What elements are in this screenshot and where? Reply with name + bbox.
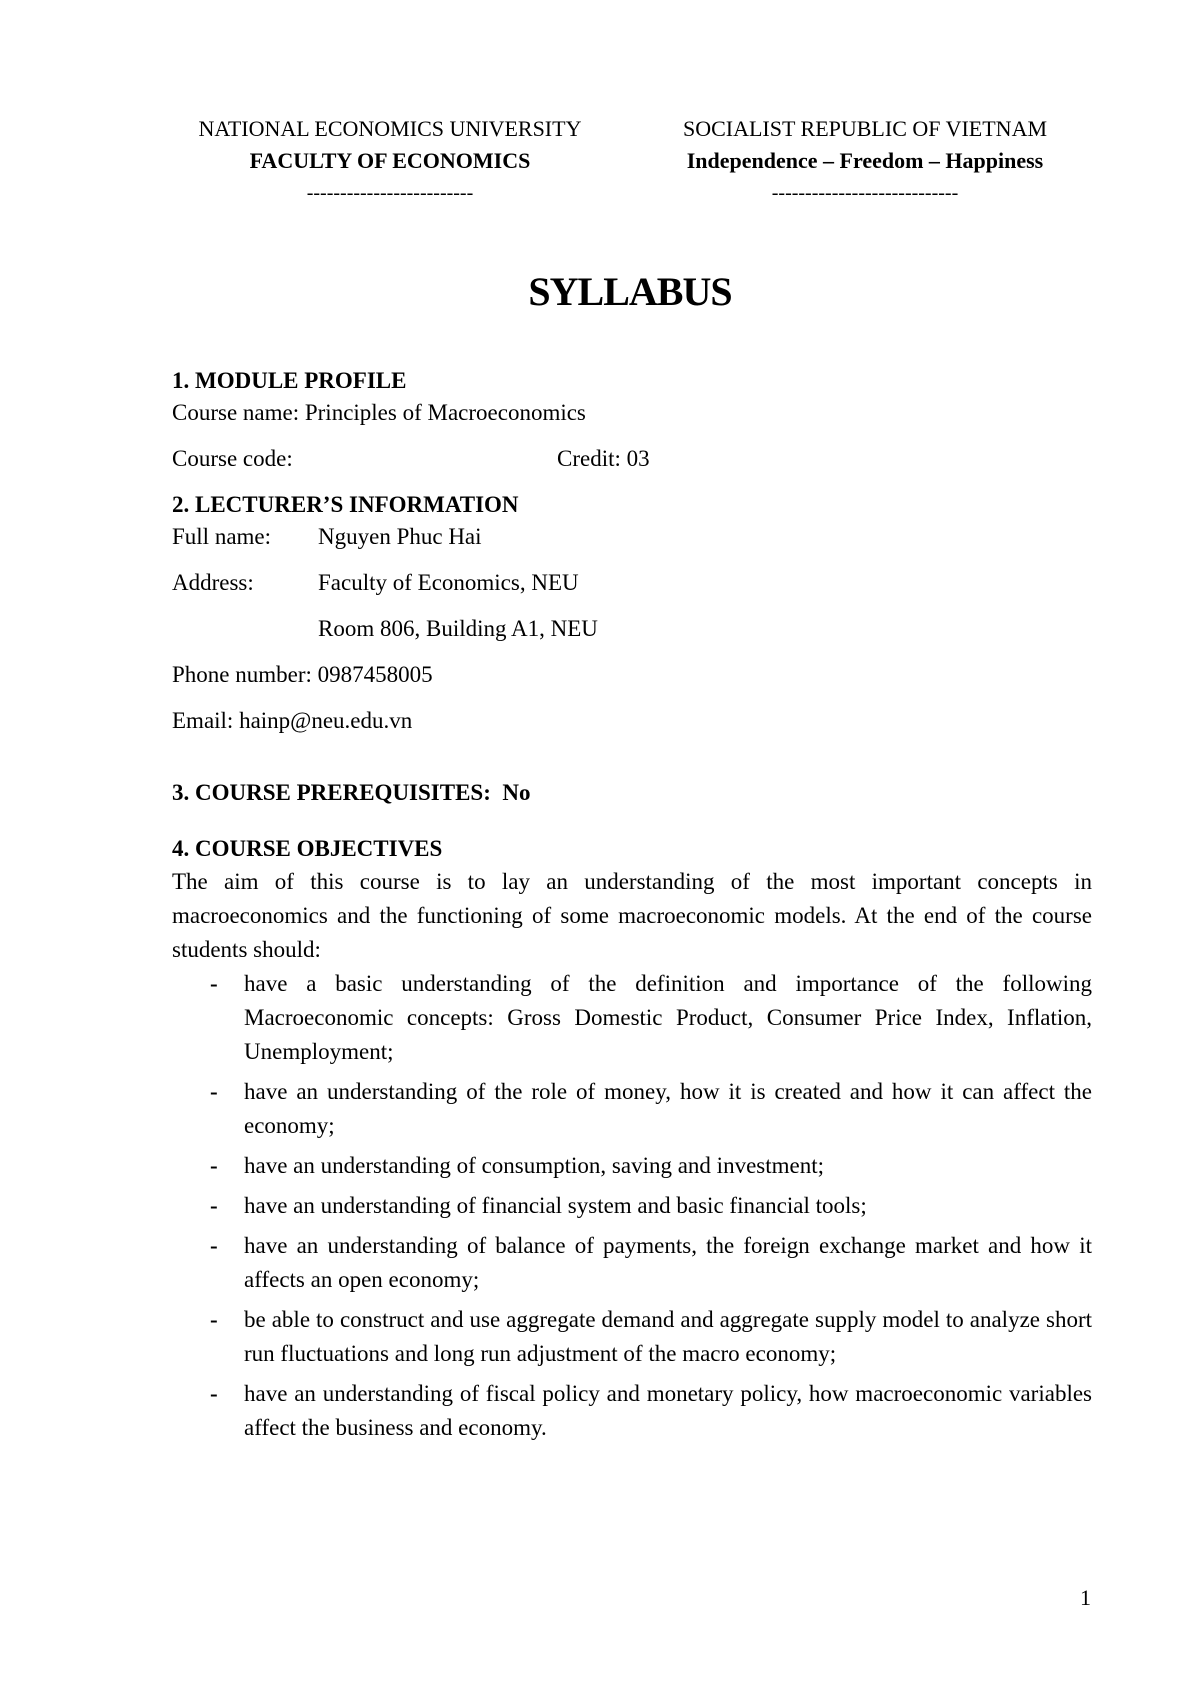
list-item: - have a basic understanding of the definition and importance of the following Macroeconomic concepts: Gross Domestic Product, Consumer Price Index, Inflation, Unemployment;	[210, 971, 1092, 1064]
prerequisites-row	[172, 777, 1092, 809]
list-item: - have an understanding of fiscal policy and monetary policy, how macroeconomic variables affect the business and economy.	[210, 1381, 1092, 1440]
address-row	[172, 567, 1092, 599]
header-right-rule: ----------------------------	[771, 182, 959, 204]
objectives-heading: 4. COURSE OBJECTIVES	[172, 836, 443, 861]
address-line-1: Faculty of Economics, NEU	[318, 570, 579, 595]
faculty-name: FACULTY OF ECONOMICS	[249, 148, 531, 173]
header-right	[655, 113, 1075, 209]
course-code-row	[172, 443, 1092, 475]
address-line-2: Room 806, Building A1, NEU	[318, 616, 598, 641]
objectives-list	[172, 967, 1092, 1445]
page-number: 1	[1080, 1585, 1091, 1610]
lecturer-name: Nguyen Phuc Hai	[318, 524, 482, 549]
list-item: - have an understanding of the role of money, how it is created and how it can affect the economy;	[210, 1079, 1092, 1138]
country-name: SOCIALIST REPUBLIC OF VIETNAM	[682, 116, 1048, 141]
list-item: - be able to construct and use aggregate demand and aggregate supply model to analyze short run fluctuations and long run adjustment of the macro economy;	[210, 1307, 1092, 1366]
list-item: - have an understanding of financial system and basic financial tools;	[210, 1193, 867, 1218]
national-motto: Independence – Freedom – Happiness	[686, 148, 1044, 173]
prerequisites-heading: 3. COURSE PREREQUISITES:	[172, 780, 491, 805]
syllabus-body	[172, 365, 1092, 1451]
phone-number: Phone number: 0987458005	[172, 662, 433, 687]
course-code-label: Course code:	[172, 446, 293, 471]
module-profile-heading: 1. MODULE PROFILE	[172, 368, 407, 393]
list-item: - have an understanding of balance of payments, the foreign exchange market and how it affects an open economy;	[210, 1233, 1092, 1292]
institution-name: NATIONAL ECONOMICS UNIVERSITY	[198, 116, 582, 141]
course-credit: Credit: 03	[557, 446, 650, 471]
course-name: Course name: Principles of Macroeconomics	[172, 400, 586, 425]
list-item: - have an understanding of consumption, saving and investment;	[210, 1153, 824, 1178]
lecturer-heading: 2. LECTURER’S INFORMATION	[172, 492, 519, 517]
address-row-2	[172, 613, 1092, 645]
full-name-label: Full name:	[172, 524, 272, 549]
address-label: Address:	[172, 570, 254, 595]
full-name-row	[172, 521, 1092, 553]
header-left-rule: -------------------------	[306, 182, 474, 204]
objectives-intro: The aim of this course is to lay an understanding of the most important concepts in macroeconomics and the functioning of some macroeconomic models. At the end of the course students should:	[172, 869, 1092, 962]
header-left	[170, 113, 610, 209]
email-address: Email: hainp@neu.edu.vn	[172, 708, 413, 733]
document-title: SYLLABUS	[528, 269, 732, 314]
prerequisites-value: No	[502, 780, 531, 805]
